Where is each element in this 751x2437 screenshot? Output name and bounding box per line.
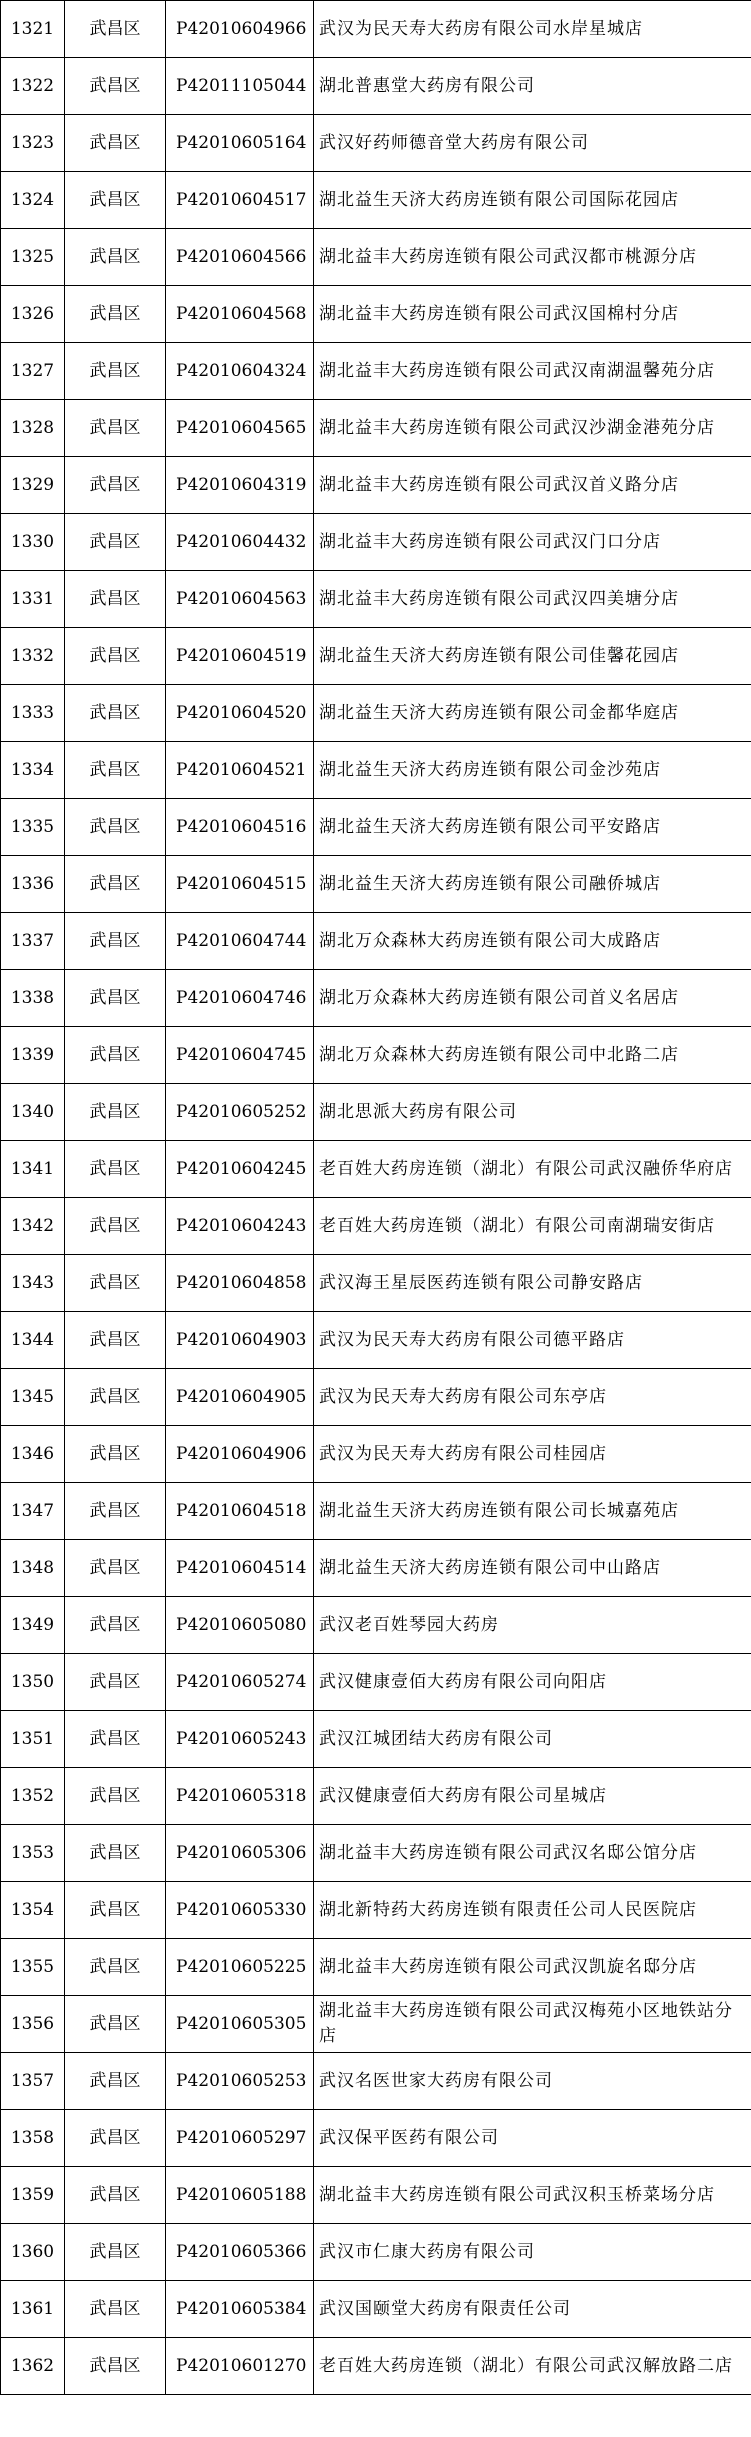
table-row — [1, 1483, 751, 1540]
district-cell: 武昌区 — [65, 799, 166, 856]
table-row — [1, 799, 751, 856]
table-row — [1, 1825, 751, 1882]
pharmacy-name-cell: 湖北万众森林大药房连锁有限公司中北路二店 — [314, 1027, 751, 1084]
pharmacy-name-cell: 湖北万众森林大药房连锁有限公司大成路店 — [314, 913, 751, 970]
pharmacy-name-cell: 武汉好药师德音堂大药房有限公司 — [314, 115, 751, 172]
row-number: 1323 — [1, 115, 65, 172]
license-code-cell: P42010604520 — [166, 685, 314, 742]
pharmacy-name-cell: 湖北益丰大药房连锁有限公司武汉南湖温馨苑分店 — [314, 343, 751, 400]
row-number: 1352 — [1, 1768, 65, 1825]
district-cell: 武昌区 — [65, 115, 166, 172]
pharmacy-name-cell: 湖北益丰大药房连锁有限公司武汉沙湖金港苑分店 — [314, 400, 751, 457]
license-code-cell: P42010604903 — [166, 1312, 314, 1369]
pharmacy-name-cell: 湖北益丰大药房连锁有限公司武汉梅苑小区地铁站分店 — [314, 1996, 751, 2053]
table-row — [1, 1027, 751, 1084]
row-number: 1356 — [1, 1996, 65, 2053]
row-number: 1346 — [1, 1426, 65, 1483]
table-row — [1, 1996, 751, 2053]
pharmacy-name-cell: 湖北益生天济大药房连锁有限公司融侨城店 — [314, 856, 751, 913]
table-row — [1, 1882, 751, 1939]
district-cell: 武昌区 — [65, 1027, 166, 1084]
district-cell: 武昌区 — [65, 628, 166, 685]
district-cell: 武昌区 — [65, 2110, 166, 2167]
pharmacy-name-cell: 老百姓大药房连锁（湖北）有限公司南湖瑞安街店 — [314, 1198, 751, 1255]
license-code-cell: P42010604519 — [166, 628, 314, 685]
table-row — [1, 1426, 751, 1483]
row-number: 1340 — [1, 1084, 65, 1141]
license-code-cell: P42010605305 — [166, 1996, 314, 2053]
license-code-cell: P42010604514 — [166, 1540, 314, 1597]
row-number: 1347 — [1, 1483, 65, 1540]
license-code-cell: P42010604319 — [166, 457, 314, 514]
district-cell: 武昌区 — [65, 1540, 166, 1597]
pharmacy-name-cell: 武汉江城团结大药房有限公司 — [314, 1711, 751, 1768]
pharmacy-name-cell: 湖北万众森林大药房连锁有限公司首义名居店 — [314, 970, 751, 1027]
pharmacy-name-cell: 武汉为民天寿大药房有限公司东亭店 — [314, 1369, 751, 1426]
table-row — [1, 1255, 751, 1312]
row-number: 1355 — [1, 1939, 65, 1996]
row-number: 1360 — [1, 2224, 65, 2281]
district-cell: 武昌区 — [65, 1198, 166, 1255]
row-number: 1321 — [1, 1, 65, 58]
license-code-cell: P42010604518 — [166, 1483, 314, 1540]
pharmacy-name-cell: 湖北新特药大药房连锁有限责任公司人民医院店 — [314, 1882, 751, 1939]
district-cell: 武昌区 — [65, 229, 166, 286]
table-row — [1, 1198, 751, 1255]
pharmacy-name-cell: 武汉海王星辰医药连锁有限公司静安路店 — [314, 1255, 751, 1312]
license-code-cell: P42010604744 — [166, 913, 314, 970]
table-body — [1, 1, 751, 2395]
district-cell: 武昌区 — [65, 286, 166, 343]
table-row — [1, 2053, 751, 2110]
district-cell: 武昌区 — [65, 2281, 166, 2338]
table-row — [1, 913, 751, 970]
license-code-cell: P42010604243 — [166, 1198, 314, 1255]
row-number: 1336 — [1, 856, 65, 913]
district-cell: 武昌区 — [65, 1597, 166, 1654]
license-code-cell: P42010605252 — [166, 1084, 314, 1141]
district-cell: 武昌区 — [65, 1, 166, 58]
license-code-cell: P42010604966 — [166, 1, 314, 58]
row-number: 1337 — [1, 913, 65, 970]
row-number: 1335 — [1, 799, 65, 856]
district-cell: 武昌区 — [65, 343, 166, 400]
row-number: 1362 — [1, 2338, 65, 2395]
row-number: 1348 — [1, 1540, 65, 1597]
license-code-cell: P42010605188 — [166, 2167, 314, 2224]
row-number: 1359 — [1, 2167, 65, 2224]
license-code-cell: P42010605330 — [166, 1882, 314, 1939]
table-row — [1, 286, 751, 343]
pharmacy-name-cell: 湖北益生天济大药房连锁有限公司平安路店 — [314, 799, 751, 856]
license-code-cell: P42010604515 — [166, 856, 314, 913]
pharmacy-name-cell: 武汉健康壹佰大药房有限公司向阳店 — [314, 1654, 751, 1711]
district-cell: 武昌区 — [65, 1882, 166, 1939]
row-number: 1333 — [1, 685, 65, 742]
pharmacy-name-cell: 老百姓大药房连锁（湖北）有限公司武汉融侨华府店 — [314, 1141, 751, 1198]
district-cell: 武昌区 — [65, 856, 166, 913]
row-number: 1334 — [1, 742, 65, 799]
pharmacy-name-cell: 武汉名医世家大药房有限公司 — [314, 2053, 751, 2110]
table-row — [1, 742, 751, 799]
district-cell: 武昌区 — [65, 1483, 166, 1540]
district-cell: 武昌区 — [65, 1654, 166, 1711]
row-number: 1326 — [1, 286, 65, 343]
table-row — [1, 856, 751, 913]
license-code-cell: P42010604906 — [166, 1426, 314, 1483]
district-cell: 武昌区 — [65, 457, 166, 514]
pharmacy-name-cell: 湖北益丰大药房连锁有限公司武汉积玉桥菜场分店 — [314, 2167, 751, 2224]
pharmacy-name-cell: 湖北思派大药房有限公司 — [314, 1084, 751, 1141]
table-row — [1, 1141, 751, 1198]
district-cell: 武昌区 — [65, 1768, 166, 1825]
table-row — [1, 115, 751, 172]
table-row — [1, 1711, 751, 1768]
district-cell: 武昌区 — [65, 1426, 166, 1483]
district-cell: 武昌区 — [65, 2224, 166, 2281]
row-number: 1325 — [1, 229, 65, 286]
table-row — [1, 1597, 751, 1654]
district-cell: 武昌区 — [65, 1312, 166, 1369]
license-code-cell: P42010604245 — [166, 1141, 314, 1198]
license-code-cell: P42010604565 — [166, 400, 314, 457]
license-code-cell: P42011105044 — [166, 58, 314, 115]
table-row — [1, 400, 751, 457]
table-row — [1, 1939, 751, 1996]
license-code-cell: P42010605297 — [166, 2110, 314, 2167]
license-code-cell: P42010604432 — [166, 514, 314, 571]
row-number: 1322 — [1, 58, 65, 115]
row-number: 1329 — [1, 457, 65, 514]
table-row — [1, 1312, 751, 1369]
district-cell: 武昌区 — [65, 2167, 166, 2224]
table-row — [1, 1, 751, 58]
table-row — [1, 1654, 751, 1711]
license-code-cell: P42010605243 — [166, 1711, 314, 1768]
table-row — [1, 2338, 751, 2395]
row-number: 1343 — [1, 1255, 65, 1312]
license-code-cell: P42010605306 — [166, 1825, 314, 1882]
pharmacy-name-cell: 湖北益生天济大药房连锁有限公司金沙苑店 — [314, 742, 751, 799]
district-cell: 武昌区 — [65, 742, 166, 799]
row-number: 1338 — [1, 970, 65, 1027]
table-row — [1, 514, 751, 571]
row-number: 1342 — [1, 1198, 65, 1255]
district-cell: 武昌区 — [65, 1996, 166, 2053]
table-row — [1, 172, 751, 229]
table-row — [1, 343, 751, 400]
license-code-cell: P42010605225 — [166, 1939, 314, 1996]
table-row — [1, 2167, 751, 2224]
row-number: 1328 — [1, 400, 65, 457]
row-number: 1332 — [1, 628, 65, 685]
district-cell: 武昌区 — [65, 1084, 166, 1141]
table-row — [1, 229, 751, 286]
license-code-cell: P42010604516 — [166, 799, 314, 856]
table-row — [1, 571, 751, 628]
row-number: 1324 — [1, 172, 65, 229]
pharmacy-name-cell: 湖北益丰大药房连锁有限公司武汉都市桃源分店 — [314, 229, 751, 286]
district-cell: 武昌区 — [65, 58, 166, 115]
district-cell: 武昌区 — [65, 2338, 166, 2395]
pharmacy-name-cell: 武汉市仁康大药房有限公司 — [314, 2224, 751, 2281]
table-row — [1, 970, 751, 1027]
district-cell: 武昌区 — [65, 400, 166, 457]
district-cell: 武昌区 — [65, 685, 166, 742]
pharmacy-name-cell: 湖北益生天济大药房连锁有限公司佳馨花园店 — [314, 628, 751, 685]
row-number: 1345 — [1, 1369, 65, 1426]
district-cell: 武昌区 — [65, 1825, 166, 1882]
table-row — [1, 1768, 751, 1825]
pharmacy-name-cell: 湖北益生天济大药房连锁有限公司中山路店 — [314, 1540, 751, 1597]
row-number: 1349 — [1, 1597, 65, 1654]
row-number: 1327 — [1, 343, 65, 400]
district-cell: 武昌区 — [65, 2053, 166, 2110]
table-row — [1, 457, 751, 514]
row-number: 1331 — [1, 571, 65, 628]
pharmacy-name-cell: 湖北益丰大药房连锁有限公司武汉门口分店 — [314, 514, 751, 571]
pharmacy-name-cell: 武汉保平医药有限公司 — [314, 2110, 751, 2167]
row-number: 1341 — [1, 1141, 65, 1198]
license-code-cell: P42010605164 — [166, 115, 314, 172]
license-code-cell: P42010604746 — [166, 970, 314, 1027]
row-number: 1350 — [1, 1654, 65, 1711]
pharmacy-name-cell: 湖北益丰大药房连锁有限公司武汉国棉村分店 — [314, 286, 751, 343]
pharmacy-name-cell: 武汉国颐堂大药房有限责任公司 — [314, 2281, 751, 2338]
row-number: 1361 — [1, 2281, 65, 2338]
table-row — [1, 1540, 751, 1597]
pharmacy-name-cell: 武汉为民天寿大药房有限公司桂园店 — [314, 1426, 751, 1483]
license-code-cell: P42010604905 — [166, 1369, 314, 1426]
row-number: 1354 — [1, 1882, 65, 1939]
pharmacy-name-cell: 老百姓大药房连锁（湖北）有限公司武汉解放路二店 — [314, 2338, 751, 2395]
license-code-cell: P42010604324 — [166, 343, 314, 400]
pharmacy-name-cell: 武汉为民天寿大药房有限公司水岸星城店 — [314, 1, 751, 58]
pharmacy-name-cell: 湖北益生天济大药房连锁有限公司国际花园店 — [314, 172, 751, 229]
license-code-cell: P42010601270 — [166, 2338, 314, 2395]
license-code-cell: P42010605080 — [166, 1597, 314, 1654]
license-code-cell: P42010604745 — [166, 1027, 314, 1084]
district-cell: 武昌区 — [65, 172, 166, 229]
row-number: 1351 — [1, 1711, 65, 1768]
pharmacy-name-cell: 湖北益丰大药房连锁有限公司武汉首义路分店 — [314, 457, 751, 514]
table-row — [1, 2281, 751, 2338]
pharmacy-name-cell: 湖北益生天济大药房连锁有限公司金都华庭店 — [314, 685, 751, 742]
pharmacy-name-cell: 湖北益丰大药房连锁有限公司武汉凯旋名邸分店 — [314, 1939, 751, 1996]
table-row — [1, 2110, 751, 2167]
row-number: 1344 — [1, 1312, 65, 1369]
table-row — [1, 1369, 751, 1426]
license-code-cell: P42010604566 — [166, 229, 314, 286]
table-row — [1, 628, 751, 685]
license-code-cell: P42010605274 — [166, 1654, 314, 1711]
row-number: 1358 — [1, 2110, 65, 2167]
pharmacy-name-cell: 武汉老百姓琴园大药房 — [314, 1597, 751, 1654]
license-code-cell: P42010604563 — [166, 571, 314, 628]
pharmacy-name-cell: 武汉健康壹佰大药房有限公司星城店 — [314, 1768, 751, 1825]
district-cell: 武昌区 — [65, 1369, 166, 1426]
pharmacy-name-cell: 湖北益丰大药房连锁有限公司武汉名邸公馆分店 — [314, 1825, 751, 1882]
district-cell: 武昌区 — [65, 1255, 166, 1312]
row-number: 1357 — [1, 2053, 65, 2110]
license-code-cell: P42010605366 — [166, 2224, 314, 2281]
license-code-cell: P42010604568 — [166, 286, 314, 343]
row-number: 1353 — [1, 1825, 65, 1882]
license-code-cell: P42010605318 — [166, 1768, 314, 1825]
pharmacy-name-cell: 湖北普惠堂大药房有限公司 — [314, 58, 751, 115]
row-number: 1339 — [1, 1027, 65, 1084]
license-code-cell: P42010604521 — [166, 742, 314, 799]
district-cell: 武昌区 — [65, 913, 166, 970]
district-cell: 武昌区 — [65, 1711, 166, 1768]
district-cell: 武昌区 — [65, 514, 166, 571]
district-cell: 武昌区 — [65, 970, 166, 1027]
license-code-cell: P42010604517 — [166, 172, 314, 229]
pharmacy-name-cell: 湖北益生天济大药房连锁有限公司长城嘉苑店 — [314, 1483, 751, 1540]
pharmacy-name-cell: 武汉为民天寿大药房有限公司德平路店 — [314, 1312, 751, 1369]
license-code-cell: P42010605384 — [166, 2281, 314, 2338]
table-row — [1, 1084, 751, 1141]
table-row — [1, 685, 751, 742]
table-row — [1, 58, 751, 115]
row-number: 1330 — [1, 514, 65, 571]
district-cell: 武昌区 — [65, 571, 166, 628]
pharmacy-name-cell: 湖北益丰大药房连锁有限公司武汉四美塘分店 — [314, 571, 751, 628]
license-code-cell: P42010605253 — [166, 2053, 314, 2110]
district-cell: 武昌区 — [65, 1939, 166, 1996]
district-cell: 武昌区 — [65, 1141, 166, 1198]
license-code-cell: P42010604858 — [166, 1255, 314, 1312]
table-row — [1, 2224, 751, 2281]
